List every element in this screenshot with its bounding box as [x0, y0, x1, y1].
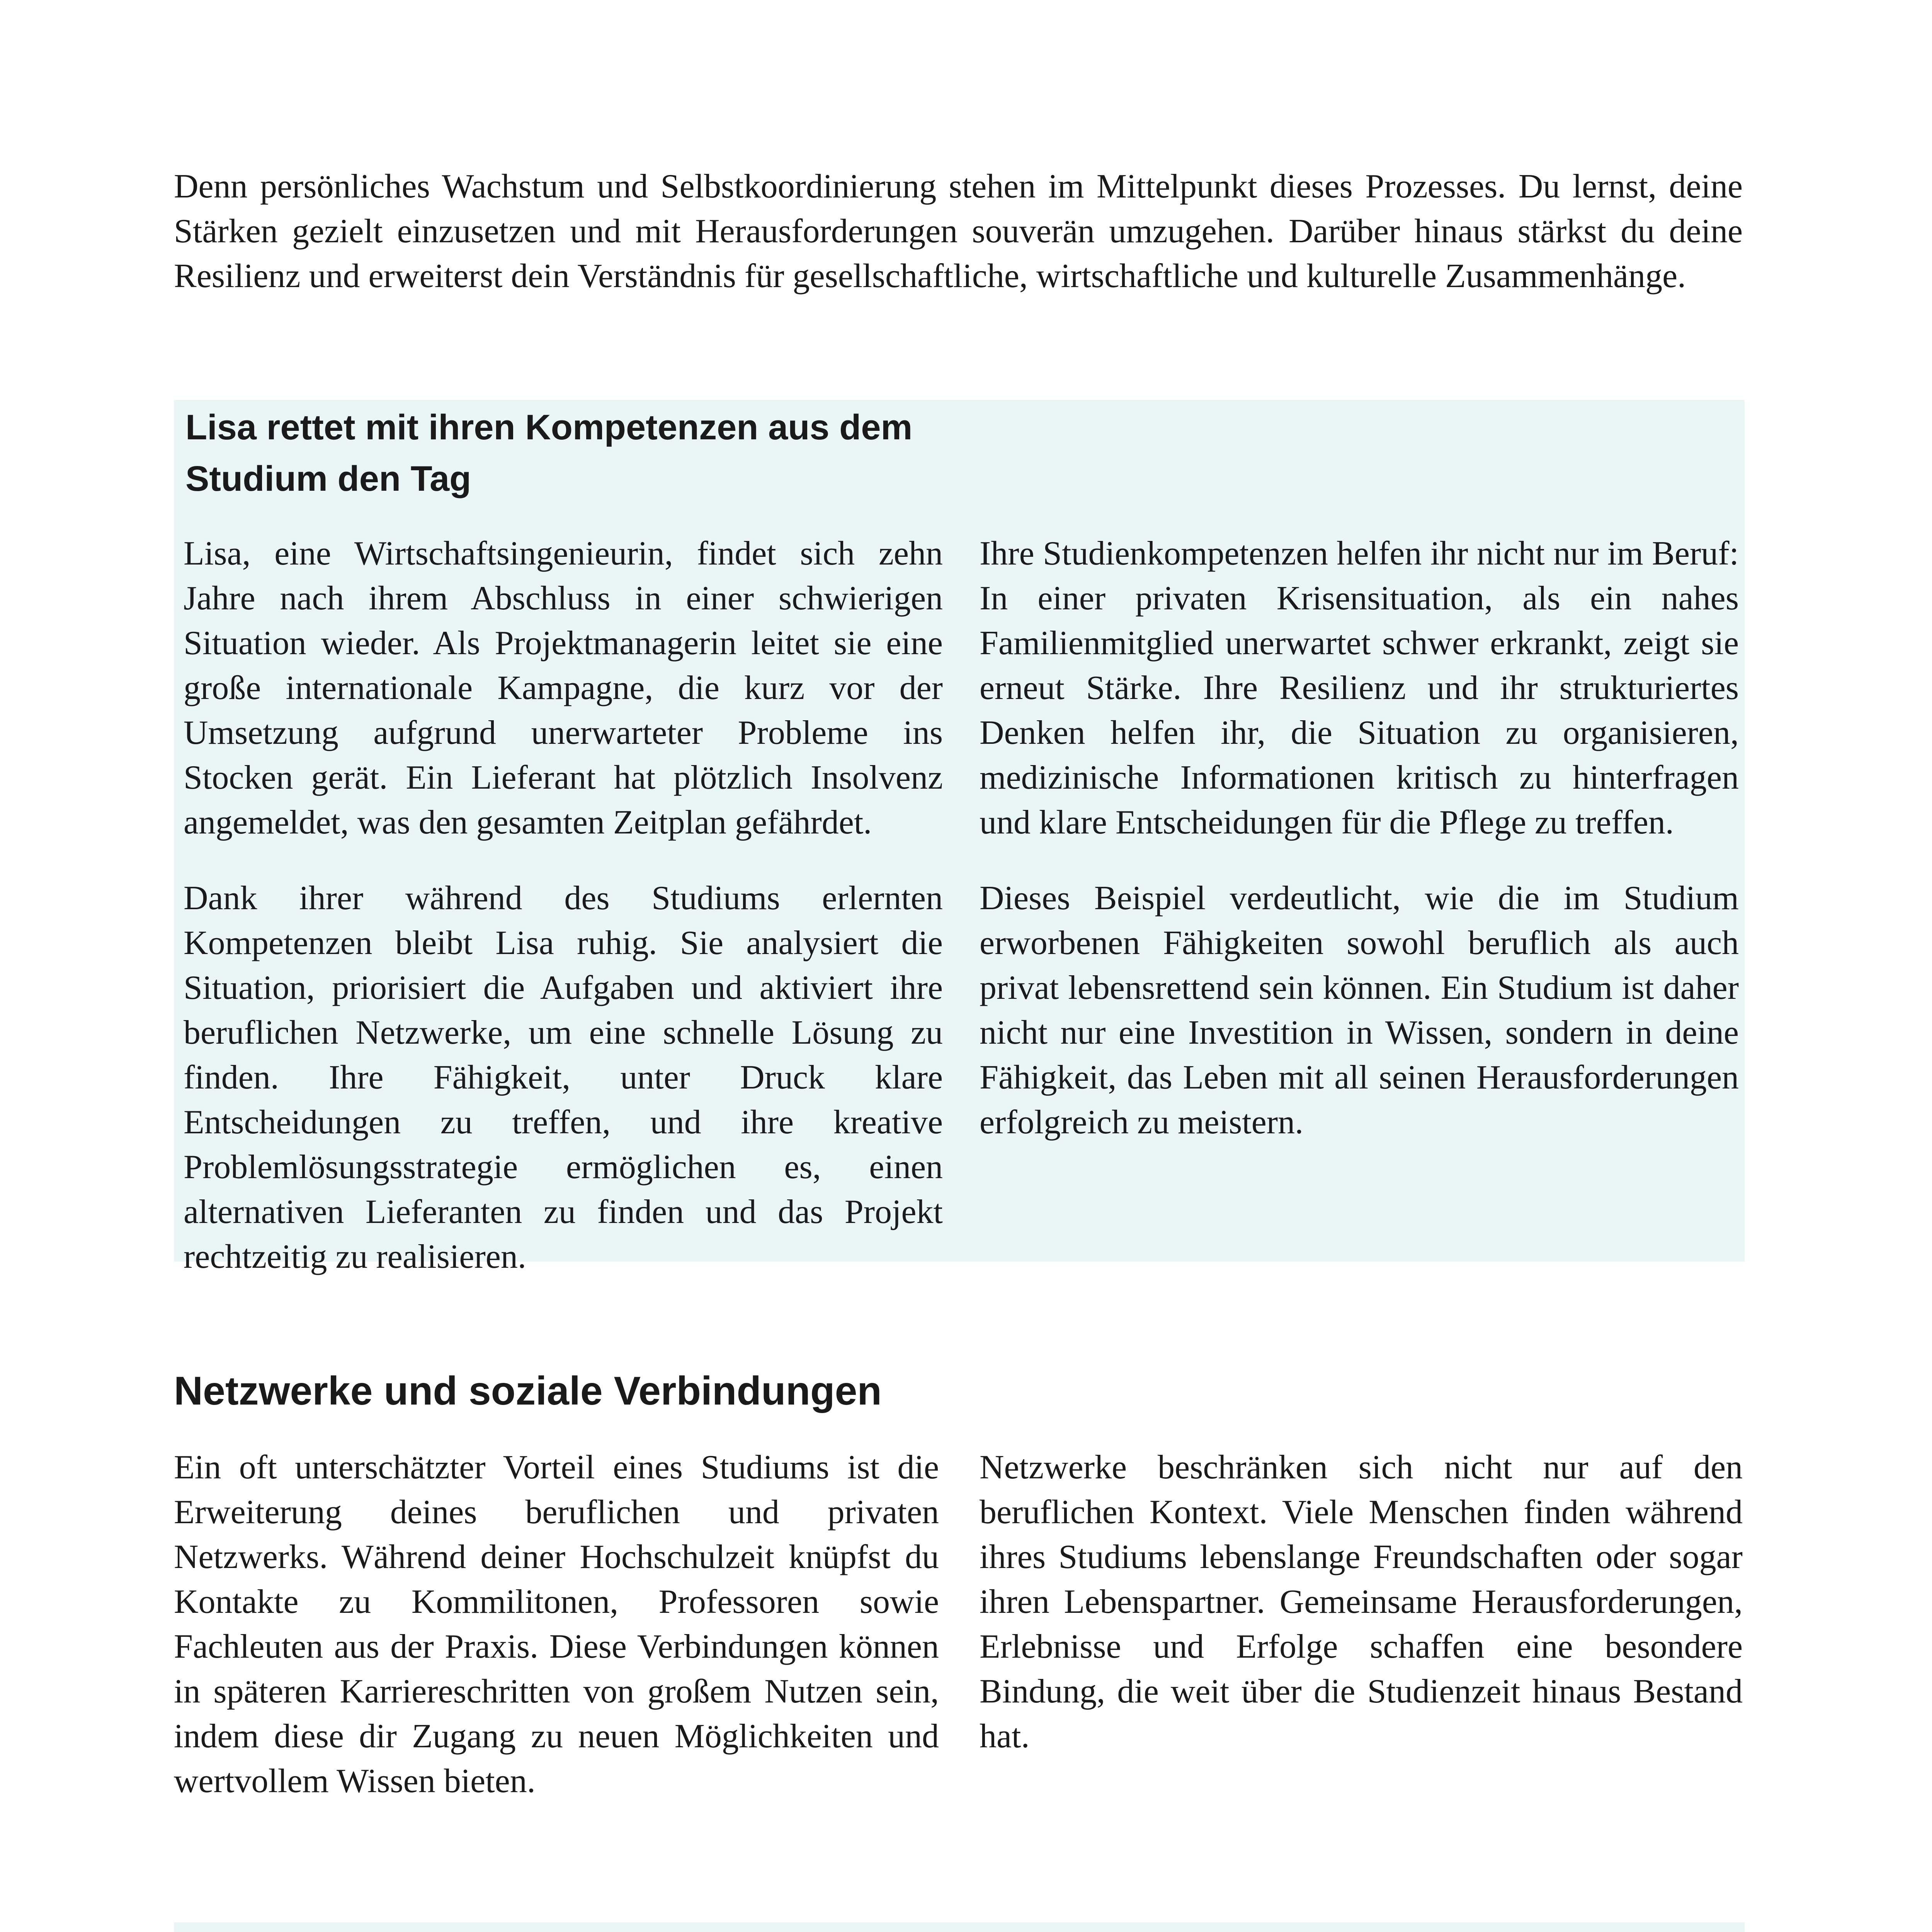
lisa-paragraph: Ihre Studienkompetenzen helfen ihr nicht nur im Beruf: In einer privaten Krisensituation, als ein nahes Familienmitglied unerwartet schwer erkrankt, zeigt sie erneut Stärke. Ihre Resilienz und ihr strukturiertes Denken helfen ihr, die Situation zu organisieren, medizinische Informationen kritisch zu hinterfragen und klare Entscheidungen für die Pflege zu treffen.: [980, 535, 1739, 841]
lisa-paragraph: Dieses Beispiel verdeutlicht, wie die im Studium erworbenen Fähigkeiten sowohl beruflich als auch privat lebensrettend sein können. Ein Studium ist daher nicht nur eine Investition in Wissen, sondern in deine Fähigkeit, das Leben mit all seinen Herausforderungen erfolgreich zu meistern.: [980, 879, 1739, 1141]
lisa-box-right-column: [980, 531, 1739, 1145]
lisa-example-box: [174, 400, 1745, 1276]
network-paragraph: Netzwerke beschränken sich nicht nur auf den beruflichen Kontext. Viele Menschen finden während ihres Studiums lebenslange Freundschaften oder sogar ihren Lebenspartner. Gemeinsame Herausforderungen, Erlebnisse und Erfolge schaffen eine besondere Bindung, die weit über die Studienzeit hinaus Bestand hat.: [980, 1449, 1743, 1755]
network-section-heading: Netzwerke und soziale Verbindungen: [174, 1369, 882, 1413]
category-title: [203, 1930, 918, 1932]
lisa-paragraph: Lisa, eine Wirtschaftsingenieurin, findet sich zehn Jahre nach ihrem Abschluss in einer schwierigen Situation wieder. Als Projektmanagerin leitet sie eine große internationale Kampagne, die kurz vor der Umsetzung aufgrund unerwarteter Probleme ins Stocken gerät. Ein Lieferant hat plötzlich Insolvenz angemeldet, was den gesamten Zeitplan gefährdet.: [184, 535, 943, 841]
intro-paragraph: Denn persönliches Wachstum und Selbstkoordinierung stehen im Mittelpunkt dieses Prozesses. Du lernst, deine Stärken gezielt einzusetzen und mit Herausforderungen souverän umzugehen. Darüber hinaus stärkst du deine Resilienz und erweiterst dein Verständnis für gesellschaftliche, wirtschaftliche und kulturelle Zusammenhänge.: [174, 168, 1743, 295]
lisa-box-title: Lisa rettet mit ihren Kompetenzen aus dem Studium den Tag: [185, 408, 913, 498]
network-right-column: [980, 1445, 1743, 1759]
network-categories-box: [174, 1922, 1745, 1932]
categories-right-column: [1009, 1922, 1723, 1932]
lisa-box-left-column: [184, 531, 943, 1279]
network-left-column: [174, 1445, 939, 1804]
network-paragraph: Ein oft unterschätzter Vorteil eines Studiums ist die Erweiterung deines beruflichen und privaten Netzwerks. Während deiner Hochschulzeit knüpfst du Kontakte zu Kommilitonen, Professoren sowie Fachleuten aus der Praxis. Diese Verbindungen können in späteren Karriereschritten von großem Nutzen sein, indem diese dir Zugang zu neuen Möglichkeiten und wertvollem Wissen bieten.: [174, 1449, 939, 1800]
categories-left-column: [203, 1922, 918, 1932]
category-title: [1009, 1930, 1723, 1932]
lisa-paragraph: Dank ihrer während des Studiums erlernten Kompetenzen bleibt Lisa ruhig. Sie analysiert die Situation, priorisiert die Aufgaben und aktiviert ihre beruflichen Netzwerke, um eine schnelle Lösung zu finden. Ihre Fähigkeit, unter Druck klare Entscheidungen zu treffen, und ihre kreative Problemlösungsstrategie ermöglichen es, einen alternativen Lieferanten zu finden und das Projekt rechtzeitig zu realisieren.: [184, 879, 943, 1276]
